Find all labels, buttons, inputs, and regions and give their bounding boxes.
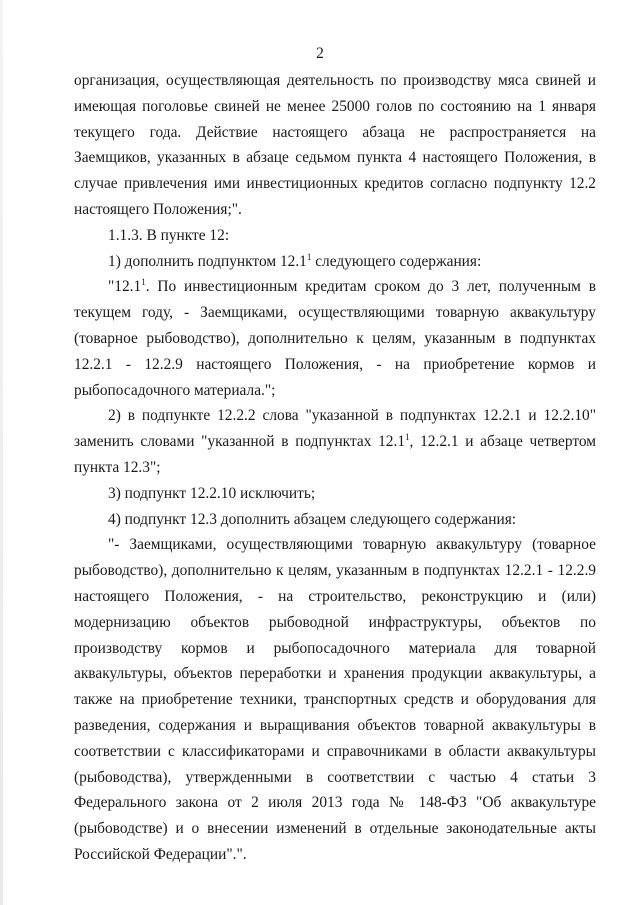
paragraph-quote-12-3 [74,532,596,867]
scan-edge [0,0,3,905]
text-line: пункта 12.3"; [74,458,161,476]
text-line: (товарное рыбоводство), дополнительно к целям, указанным в подпунктах [74,329,596,347]
superscript: 1 [306,251,312,262]
text-line: 4) подпункт 12.3 дополнить абзацем следующего содержания: [108,510,517,528]
paragraph-subitem-4 [74,507,596,533]
text-line: текущего года. Действие настоящего абзаца не распространяется на [74,123,596,141]
superscript: 1 [405,432,410,443]
text-line: 2) в подпункте 12.2.2 слова "указанной в подпунктах 12.2.1 и 12.2.10" [108,407,596,425]
text-line: "- Заемщиками, осуществляющими товарную аквакультуру (товарное [108,536,596,554]
text-line: рыбопосадочного материала."; [74,381,276,399]
page-number: 2 [316,45,324,62]
text-line: (рыбоводстве) и о внесении изменений в отдельные законодательные акты [74,820,596,838]
paragraph-subitem-2 [74,403,596,480]
text-line: настоящего Положения, - на строительство, реконструкцию и (или) [74,587,596,605]
text-line: 1) дополнить подпунктом 12.1$^1$ следующего содержания: [108,251,482,270]
text-line: 12.2.1 - 12.2.9 настоящего Положения, - на приобретение кормов и [74,355,596,373]
text-line: также на приобретение техники, транспортных средств и оборудования для [74,691,596,709]
text-line: имеющая поголовье свиней не менее 25000 голов по состоянию на 1 января [74,97,596,115]
text-line: разведения, содержания и выращивания объектов товарной аквакультуры в [74,716,596,734]
paragraph-quote-12-1-1 [74,274,596,403]
text-line: настоящего Положения;". [74,200,242,218]
text-line: Российской Федерации".". [74,845,247,863]
text-line: организация, осуществляющая деятельность по производству мяса свиней и [74,72,596,89]
text-line: соответствии с классификаторами и справочниками в области аквакультуры [74,742,596,760]
text-line: рыбоводство), дополнительно к целям, указанным в подпунктах 12.2.1 - 12.2.9 [74,562,596,580]
text-line: (рыбоводства), утвержденными в соответствии с частью 4 статьи 3 [74,768,596,786]
text-line: текущем году, - Заемщиками, осуществляющими товарную аквакультуру [74,304,596,322]
text-line: аквакультуры, объектов переработки и хранения продукции аквакультуры, а [74,665,596,683]
text-line: "12.1$^1$. По инвестиционным кредитам сроком до 3 лет, полученным в [108,277,596,296]
text-line: Заемщиков, указанных в абзаце седьмом пункта 4 настоящего Положения, в [74,149,596,167]
paragraph-subitem-3 [74,481,596,507]
text-line: случае привлечения ими инвестиционных кредитов согласно подпункту 12.2 [74,175,596,193]
paragraph-item-1-1-3 [74,223,596,249]
text-line: производству кормов и рыбопосадочного материала для товарной [74,639,596,657]
text-line: заменить словами "указанной в подпунктах 12.1$^1$, 12.2.1 и абзаце четвертом [74,432,596,451]
document-body [74,68,596,868]
paragraph-continuation [74,68,596,223]
text-line: модернизацию объектов рыбоводной инфраструктуры, объектов по [74,613,596,631]
superscript: 1 [141,277,146,288]
text-line: Федерального закона от 2 июля 2013 года № 148-ФЗ "Об аквакультуре [74,794,596,812]
paragraph-subitem-1 [74,249,596,275]
text-line: 3) подпункт 12.2.10 исключить; [108,484,316,502]
text-line: 1.1.3. В пункте 12: [108,226,230,244]
